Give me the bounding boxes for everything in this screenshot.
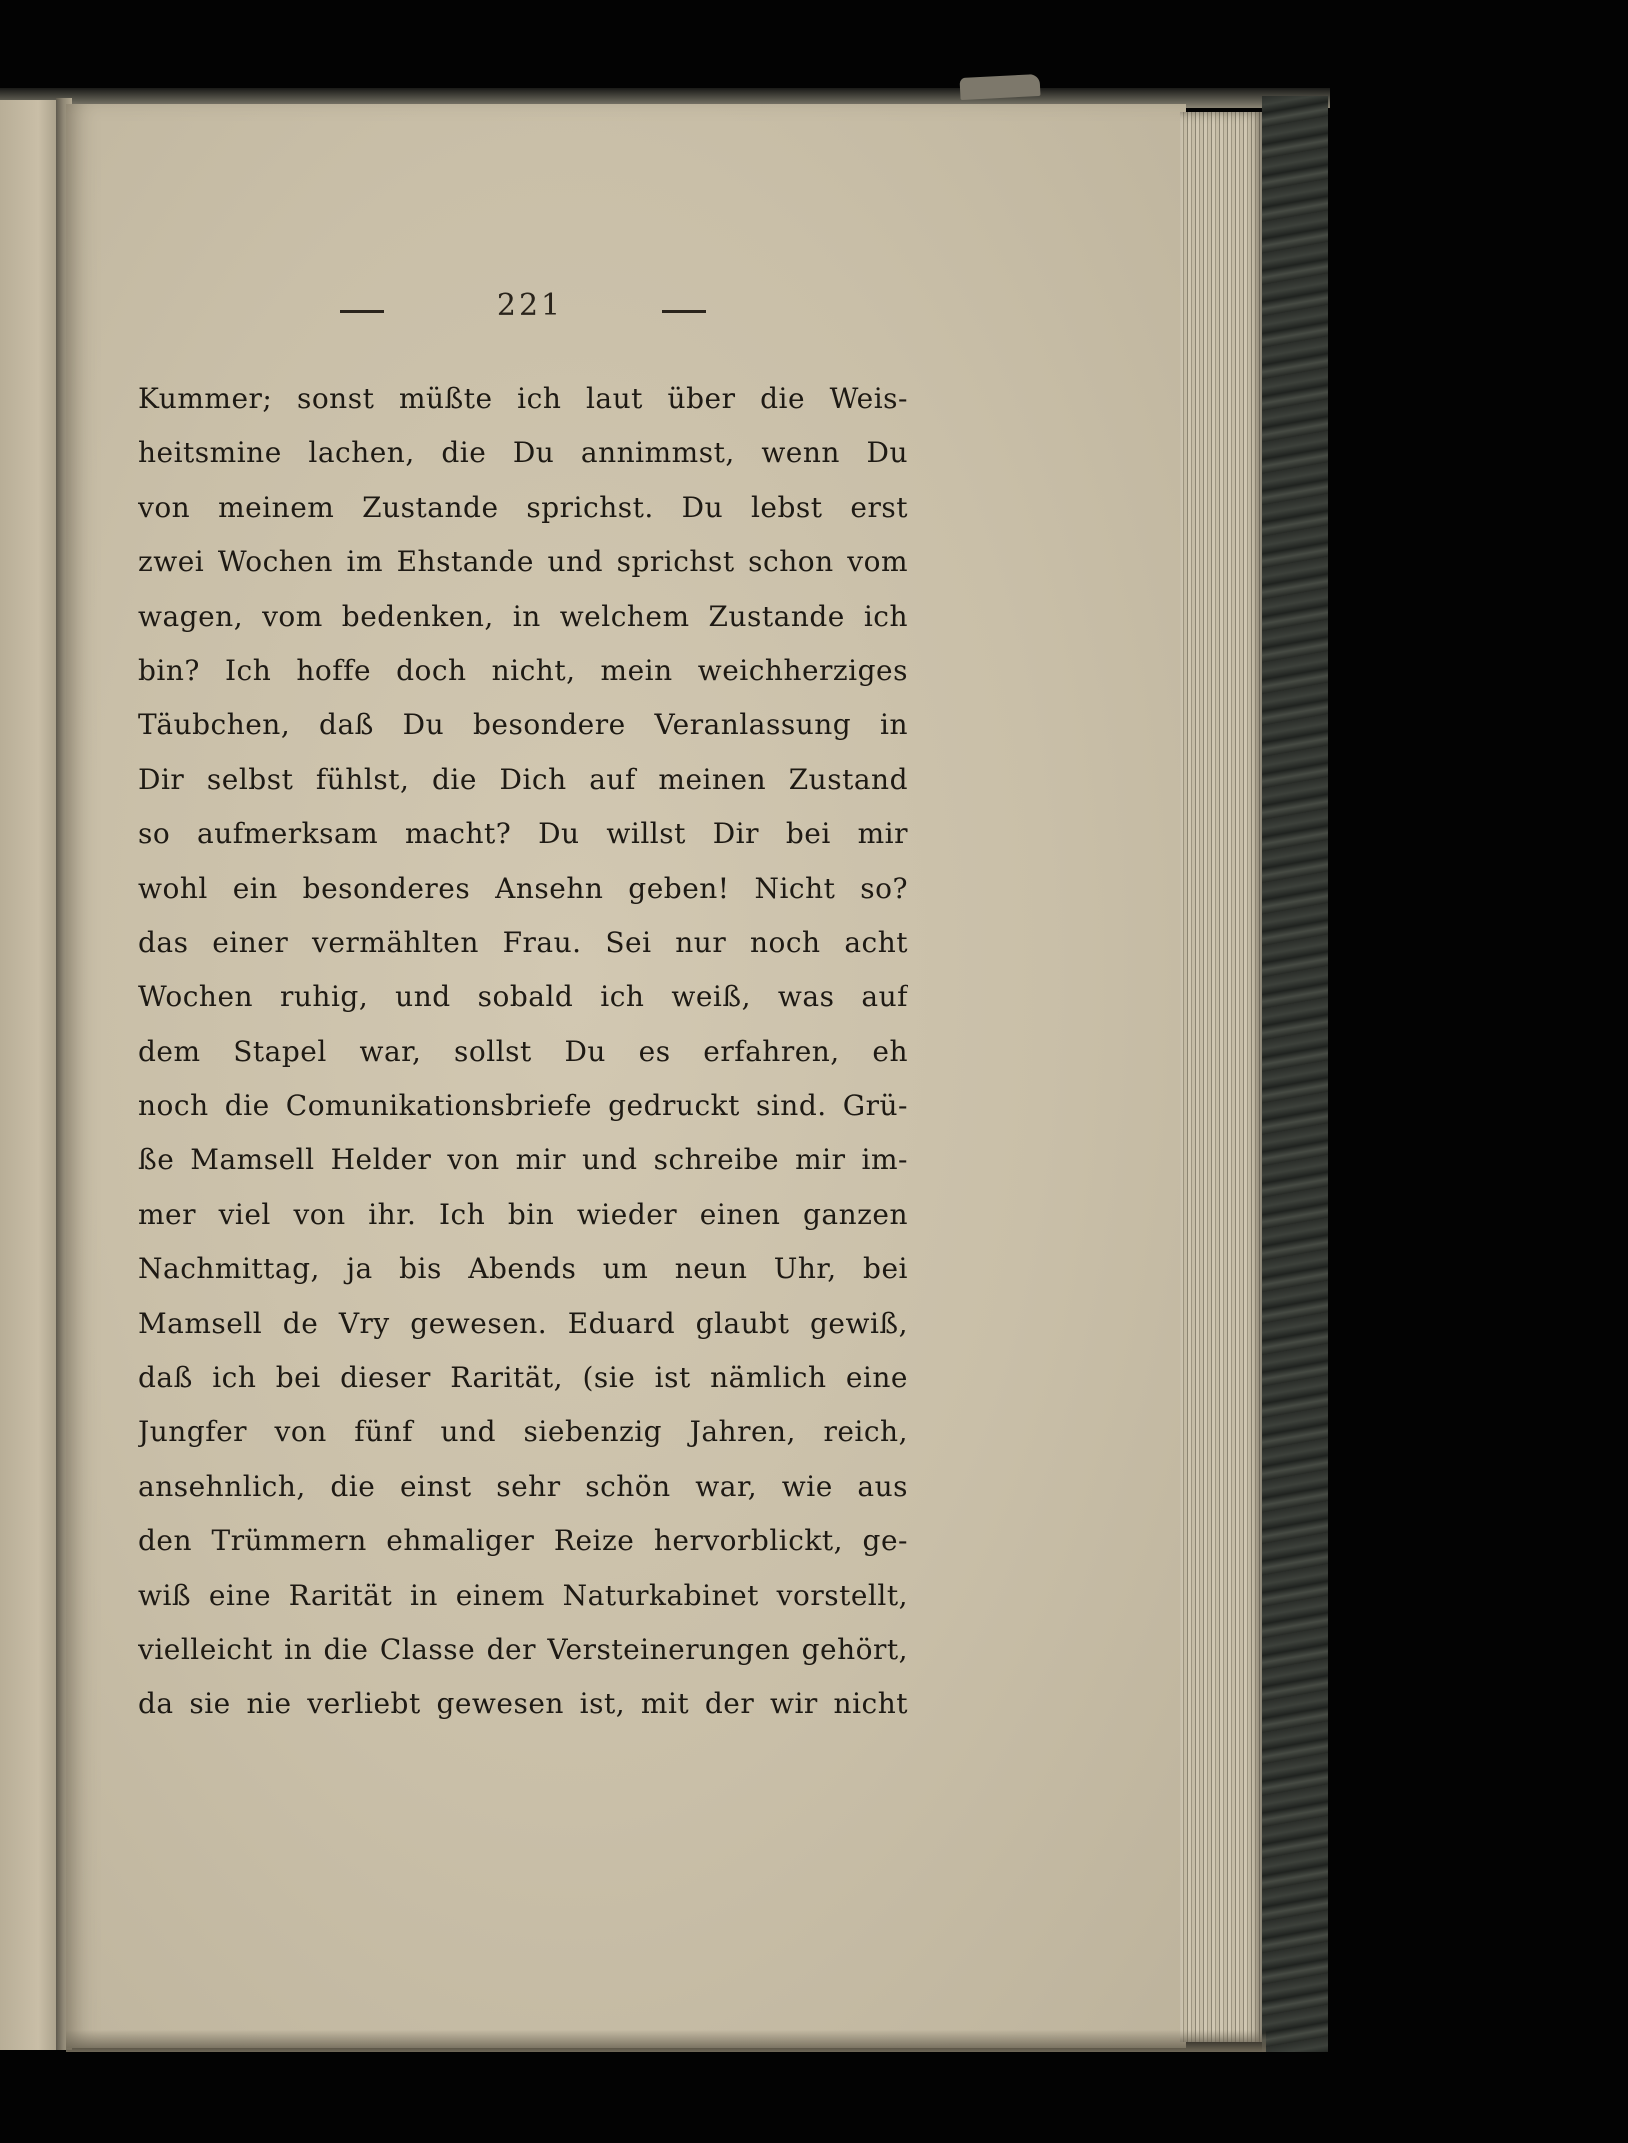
text-line: Kummer; sonst müßte ich laut über die Weis-: [138, 382, 908, 415]
page-edges-stack: [1180, 112, 1264, 2042]
text-line: Nachmittag, ja bis Abends um neun Uhr, bei: [138, 1252, 908, 1286]
text-line: Wochen ruhig, und sobald ich weiß, was auf: [138, 980, 908, 1014]
header-dash-left: [340, 310, 384, 313]
book-cover-right-edge: [1262, 96, 1328, 2052]
text-line: Jungfer von fünf und siebenzig Jahren, reich,: [138, 1415, 908, 1449]
text-line: wohl ein besonderes Ansehn geben! Nicht so?: [138, 871, 908, 905]
body-text: [138, 372, 908, 1732]
torn-paper-fragment: [959, 74, 1040, 100]
text-line: daß ich bei dieser Rarität, (sie ist nämlich eine: [138, 1361, 908, 1395]
page-header: [340, 288, 720, 332]
text-line: wagen, vom bedenken, in welchem Zustande ich: [138, 599, 908, 633]
header-dash-right: [662, 310, 706, 313]
text-line: Mamsell de Vry gewesen. Eduard glaubt gewiß,: [138, 1306, 908, 1340]
text-line: vielleicht in die Classe der Versteinerungen gehört,: [138, 1632, 908, 1666]
text-line: das einer vermählten Frau. Sei nur noch acht: [138, 925, 908, 959]
text-line: heitsmine lachen, die Du annimmst, wenn Du: [138, 436, 908, 470]
left-page-edge: [0, 100, 64, 2050]
page-bottom-shadow: [66, 2030, 1266, 2052]
text-line: Dir selbst fühlst, die Dich auf meinen Zustand: [138, 762, 908, 796]
text-line: dem Stapel war, sollst Du es erfahren, eh: [138, 1034, 908, 1068]
text-line: mer viel von ihr. Ich bin wieder einen ganzen: [138, 1197, 908, 1231]
text-line: ße Mamsell Helder von mir und schreibe mir im-: [138, 1143, 908, 1177]
text-line: von meinem Zustande sprichst. Du lebst erst: [138, 490, 908, 524]
text-line: den Trümmern ehmaliger Reize hervorblickt, ge-: [138, 1524, 908, 1558]
page-number: 221: [496, 288, 564, 323]
text-line: zwei Wochen im Ehstande und sprichst schon vom: [138, 545, 908, 579]
text-line: ansehnlich, die einst sehr schön war, wie aus: [138, 1469, 908, 1503]
text-line: da sie nie verliebt gewesen ist, mit der wir nicht: [138, 1687, 908, 1721]
text-line: Täubchen, daß Du besondere Veranlassung in: [138, 708, 908, 742]
text-line: bin? Ich hoffe doch nicht, mein weichherziges: [138, 653, 908, 687]
text-line: noch die Comunikationsbriefe gedruckt sind. Grü-: [138, 1089, 908, 1123]
text-line: wiß eine Rarität in einem Naturkabinet vorstellt,: [138, 1578, 908, 1612]
text-line: so aufmerksam macht? Du willst Dir bei mir: [138, 817, 908, 851]
